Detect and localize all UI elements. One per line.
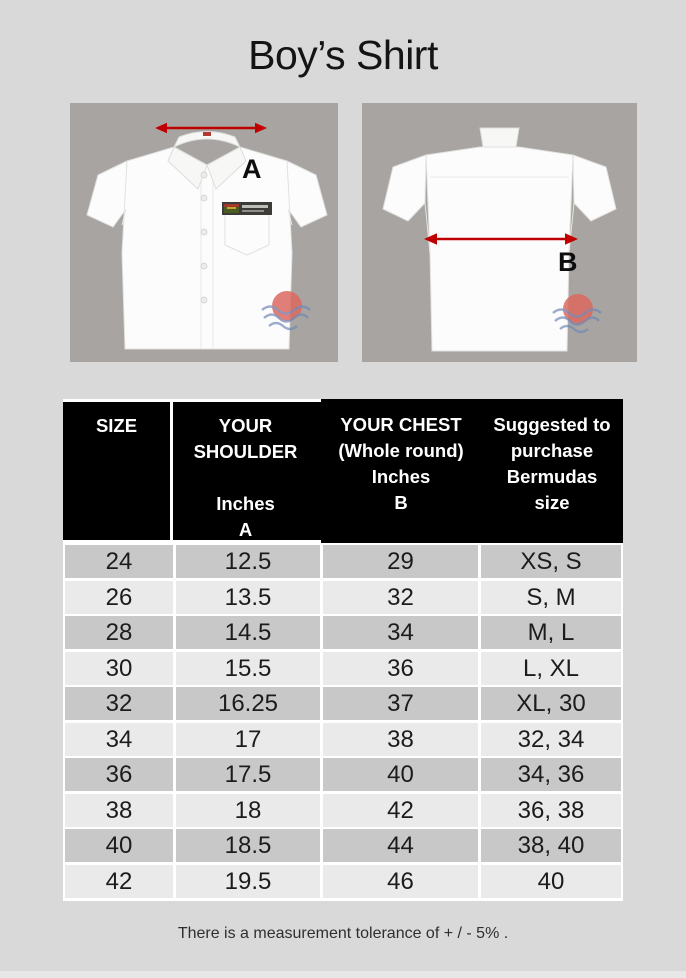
- table-cell: 42: [65, 865, 173, 898]
- table-cell: S, M: [481, 581, 621, 614]
- table-cell: 15.5: [176, 652, 320, 685]
- table-cell: 34: [65, 723, 173, 756]
- inner-collar-label: [203, 132, 211, 136]
- tolerance-note: There is a measurement tolerance of + / - 5% .: [177, 925, 509, 942]
- table-row: [65, 545, 621, 578]
- table-cell: 36: [65, 758, 173, 791]
- size-chart-table: [63, 399, 623, 901]
- table-cell: 32: [323, 581, 478, 614]
- table-header: [63, 399, 623, 543]
- shirt-front-photo: [70, 103, 338, 362]
- shirt-back-illustration: [362, 103, 637, 362]
- bottom-strip: [0, 971, 686, 978]
- table-cell: 30: [65, 652, 173, 685]
- table-cell: 28: [65, 616, 173, 649]
- table-cell: 18: [176, 794, 320, 827]
- table-row: [65, 723, 621, 756]
- table-row: [65, 581, 621, 614]
- table-cell: M, L: [481, 616, 621, 649]
- table-cell: 40: [65, 829, 173, 862]
- table-cell: 36: [323, 652, 478, 685]
- table-cell: 34, 36: [481, 758, 621, 791]
- table-cell: 32: [65, 687, 173, 720]
- table-row: [65, 687, 621, 720]
- table-row: [65, 865, 621, 898]
- table-cell: 26: [65, 581, 173, 614]
- table-cell: 34: [323, 616, 478, 649]
- header-size: SIZE: [63, 402, 173, 540]
- chest-pocket: [225, 208, 269, 255]
- header-right-block: [321, 399, 623, 543]
- table-cell: 44: [323, 829, 478, 862]
- table-cell: 17.5: [176, 758, 320, 791]
- table-cell: 24: [65, 545, 173, 578]
- table-row: [65, 652, 621, 685]
- table-cell: 14.5: [176, 616, 320, 649]
- shirt-front-illustration: [70, 103, 338, 362]
- table-cell: 12.5: [176, 545, 320, 578]
- table-cell: 36, 38: [481, 794, 621, 827]
- table-cell: 32, 34: [481, 723, 621, 756]
- table-cell: 18.5: [176, 829, 320, 862]
- table-cell: 40: [481, 865, 621, 898]
- header-shoulder: YOUR SHOULDER Inches A: [193, 415, 298, 540]
- pocket-badge: [222, 202, 272, 215]
- size-table-body: [63, 543, 623, 901]
- table-cell: 13.5: [176, 581, 320, 614]
- table-cell: 38, 40: [481, 829, 621, 862]
- page-title: Boy’s Shirt: [248, 32, 438, 78]
- table-cell: XL, 30: [481, 687, 621, 720]
- table-cell: L, XL: [481, 652, 621, 685]
- header-left-block: [63, 402, 321, 540]
- header-bermudas: Suggested to purchase Bermudas size: [493, 414, 611, 513]
- header-chest: YOUR CHEST (Whole round) Inches B: [338, 414, 464, 513]
- shirt-back-photo: [362, 103, 637, 362]
- table-cell: 38: [65, 794, 173, 827]
- label-a: A: [242, 154, 262, 184]
- label-b: B: [558, 247, 578, 277]
- table-cell: 16.25: [176, 687, 320, 720]
- table-cell: 17: [176, 723, 320, 756]
- table-cell: 37: [323, 687, 478, 720]
- table-cell: 29: [323, 545, 478, 578]
- table-cell: 40: [323, 758, 478, 791]
- table-cell: XS, S: [481, 545, 621, 578]
- table-row: [65, 829, 621, 862]
- table-row: [65, 758, 621, 791]
- table-cell: 38: [323, 723, 478, 756]
- table-row: [65, 616, 621, 649]
- table-cell: 42: [323, 794, 478, 827]
- table-row: [65, 794, 621, 827]
- table-cell: 19.5: [176, 865, 320, 898]
- table-cell: 46: [323, 865, 478, 898]
